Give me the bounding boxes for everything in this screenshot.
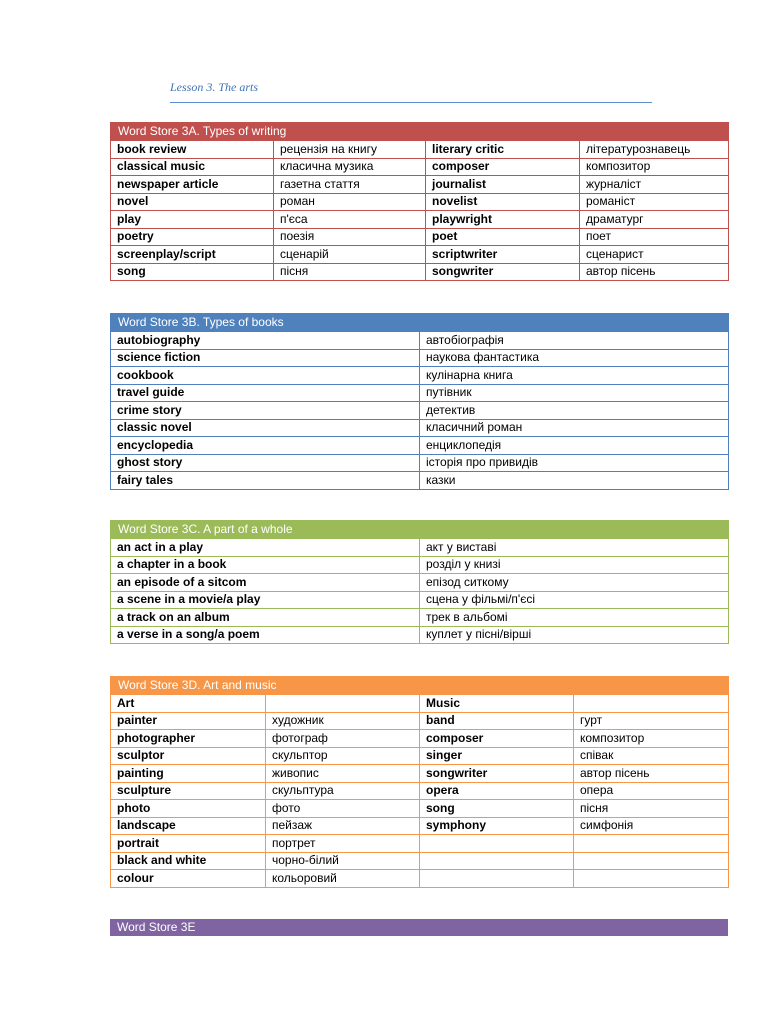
table-row bbox=[111, 263, 729, 281]
english-term-cell: photo bbox=[111, 800, 266, 818]
english-term-cell: poet bbox=[426, 228, 580, 246]
table-row bbox=[111, 419, 729, 437]
english-term-cell: a track on an album bbox=[111, 609, 420, 627]
table-row bbox=[111, 712, 729, 730]
table-row bbox=[111, 402, 729, 420]
english-term-cell: an episode of a sitcom bbox=[111, 574, 420, 592]
translation-cell: скульптура bbox=[266, 782, 420, 800]
table-row bbox=[111, 141, 729, 159]
table-title: Word Store 3B. Types of books bbox=[111, 314, 729, 332]
translation-cell: опера bbox=[574, 782, 729, 800]
english-term-cell bbox=[420, 852, 574, 870]
translation-cell: путівник bbox=[420, 384, 729, 402]
translation-cell: автобіографія bbox=[420, 332, 729, 350]
translation-cell: живопис bbox=[266, 765, 420, 783]
translation-cell: епізод ситкому bbox=[420, 574, 729, 592]
english-term-cell: a chapter in a book bbox=[111, 556, 420, 574]
translation-cell: поет bbox=[580, 228, 729, 246]
translation-cell: класична музика bbox=[274, 158, 426, 176]
table-row bbox=[111, 367, 729, 385]
translation-cell: сценарій bbox=[274, 246, 426, 264]
translation-cell: газетна стаття bbox=[274, 176, 426, 194]
english-term-cell: playwright bbox=[426, 211, 580, 229]
table-row bbox=[111, 695, 729, 713]
english-term-cell: newspaper article bbox=[111, 176, 274, 194]
translation-cell: співак bbox=[574, 747, 729, 765]
table-row bbox=[111, 539, 729, 557]
translation-cell: сцена у фільмі/п'єсі bbox=[420, 591, 729, 609]
translation-cell: романіст bbox=[580, 193, 729, 211]
translation-cell: детектив bbox=[420, 402, 729, 420]
translation-cell: художник bbox=[266, 712, 420, 730]
table-row bbox=[111, 384, 729, 402]
translation-cell: композитор bbox=[574, 730, 729, 748]
english-term-cell: encyclopedia bbox=[111, 437, 420, 455]
table-row bbox=[111, 574, 729, 592]
table-row bbox=[111, 556, 729, 574]
translation-cell: пісня bbox=[274, 263, 426, 281]
translation-cell: композитор bbox=[580, 158, 729, 176]
translation-cell: гурт bbox=[574, 712, 729, 730]
word-store-3a-table bbox=[110, 122, 729, 281]
english-term-cell: a verse in a song/a poem bbox=[111, 626, 420, 644]
word-store-3c-table bbox=[110, 520, 729, 644]
english-term-cell bbox=[420, 870, 574, 888]
translation-cell: наукова фантастика bbox=[420, 349, 729, 367]
translation-cell: акт у виставі bbox=[420, 539, 729, 557]
english-term-cell: screenplay/script bbox=[111, 246, 274, 264]
translation-cell: п'єса bbox=[274, 211, 426, 229]
english-term-cell: songwriter bbox=[426, 263, 580, 281]
table-row bbox=[111, 782, 729, 800]
table-row bbox=[111, 454, 729, 472]
word-store-3e-header: Word Store 3E bbox=[110, 919, 728, 936]
english-term-cell: classic novel bbox=[111, 419, 420, 437]
english-term-cell: singer bbox=[420, 747, 574, 765]
table-row bbox=[111, 211, 729, 229]
english-term-cell: landscape bbox=[111, 817, 266, 835]
english-term-cell: scriptwriter bbox=[426, 246, 580, 264]
table-row bbox=[111, 852, 729, 870]
english-term-cell: an act in a play bbox=[111, 539, 420, 557]
translation-cell: поезія bbox=[274, 228, 426, 246]
table-row bbox=[111, 158, 729, 176]
english-term-cell: novel bbox=[111, 193, 274, 211]
translation-cell bbox=[574, 870, 729, 888]
table-row bbox=[111, 349, 729, 367]
translation-cell: казки bbox=[420, 472, 729, 490]
english-term-cell: fairy tales bbox=[111, 472, 420, 490]
translation-cell: класичний роман bbox=[420, 419, 729, 437]
english-term-cell: journalist bbox=[426, 176, 580, 194]
translation-cell: роман bbox=[274, 193, 426, 211]
table-row bbox=[111, 730, 729, 748]
translation-cell: автор пісень bbox=[580, 263, 729, 281]
english-term-cell: travel guide bbox=[111, 384, 420, 402]
english-term-cell: sculptor bbox=[111, 747, 266, 765]
translation-cell: симфонія bbox=[574, 817, 729, 835]
english-term-cell: song bbox=[420, 800, 574, 818]
english-term-cell: play bbox=[111, 211, 274, 229]
table-row bbox=[111, 626, 729, 644]
english-term-cell: book review bbox=[111, 141, 274, 159]
english-term-cell: portrait bbox=[111, 835, 266, 853]
english-term-cell: literary critic bbox=[426, 141, 580, 159]
translation-cell: літературознавець bbox=[580, 141, 729, 159]
english-term-cell: Music bbox=[420, 695, 574, 713]
english-term-cell: symphony bbox=[420, 817, 574, 835]
translation-cell: пісня bbox=[574, 800, 729, 818]
table-row bbox=[111, 193, 729, 211]
table-title: Word Store 3D. Art and music bbox=[111, 677, 729, 695]
english-term-cell: painter bbox=[111, 712, 266, 730]
english-term-cell: science fiction bbox=[111, 349, 420, 367]
translation-cell: скульптор bbox=[266, 747, 420, 765]
translation-cell: історія про привидів bbox=[420, 454, 729, 472]
table-row bbox=[111, 228, 729, 246]
translation-cell: пейзаж bbox=[266, 817, 420, 835]
translation-cell: рецензія на книгу bbox=[274, 141, 426, 159]
translation-cell: журналіст bbox=[580, 176, 729, 194]
table-row bbox=[111, 747, 729, 765]
translation-cell: трек в альбомі bbox=[420, 609, 729, 627]
translation-cell: енциклопедія bbox=[420, 437, 729, 455]
title-underline bbox=[170, 102, 652, 103]
english-term-cell bbox=[420, 835, 574, 853]
english-term-cell: painting bbox=[111, 765, 266, 783]
translation-cell: куплет у пісні/вірші bbox=[420, 626, 729, 644]
english-term-cell: Art bbox=[111, 695, 266, 713]
table-row bbox=[111, 437, 729, 455]
english-term-cell: song bbox=[111, 263, 274, 281]
english-term-cell: colour bbox=[111, 870, 266, 888]
translation-cell bbox=[574, 695, 729, 713]
translation-cell: драматург bbox=[580, 211, 729, 229]
translation-cell: фото bbox=[266, 800, 420, 818]
translation-cell bbox=[574, 852, 729, 870]
english-term-cell: classical music bbox=[111, 158, 274, 176]
translation-cell bbox=[574, 835, 729, 853]
translation-cell: кольоровий bbox=[266, 870, 420, 888]
table-row bbox=[111, 609, 729, 627]
table-row bbox=[111, 472, 729, 490]
english-term-cell: autobiography bbox=[111, 332, 420, 350]
english-term-cell: band bbox=[420, 712, 574, 730]
table-title: Word Store 3C. A part of a whole bbox=[111, 521, 729, 539]
table-title: Word Store 3A. Types of writing bbox=[111, 123, 729, 141]
english-term-cell: novelist bbox=[426, 193, 580, 211]
english-term-cell: poetry bbox=[111, 228, 274, 246]
table-row bbox=[111, 800, 729, 818]
table-row bbox=[111, 246, 729, 264]
translation-cell: розділ у книзі bbox=[420, 556, 729, 574]
table-row bbox=[111, 835, 729, 853]
english-term-cell: photographer bbox=[111, 730, 266, 748]
english-term-cell: composer bbox=[420, 730, 574, 748]
english-term-cell: composer bbox=[426, 158, 580, 176]
english-term-cell: crime story bbox=[111, 402, 420, 420]
english-term-cell: sculpture bbox=[111, 782, 266, 800]
translation-cell: фотограф bbox=[266, 730, 420, 748]
translation-cell: чорно-білий bbox=[266, 852, 420, 870]
english-term-cell: opera bbox=[420, 782, 574, 800]
word-store-3b-table bbox=[110, 313, 729, 490]
translation-cell bbox=[266, 695, 420, 713]
english-term-cell: ghost story bbox=[111, 454, 420, 472]
table-row bbox=[111, 176, 729, 194]
english-term-cell: cookbook bbox=[111, 367, 420, 385]
table-row bbox=[111, 765, 729, 783]
lesson-title: Lesson 3. The arts bbox=[170, 80, 259, 94]
english-term-cell: a scene in a movie/a play bbox=[111, 591, 420, 609]
translation-cell: сценарист bbox=[580, 246, 729, 264]
table-row bbox=[111, 591, 729, 609]
translation-cell: кулінарна книга bbox=[420, 367, 729, 385]
table-row bbox=[111, 332, 729, 350]
word-store-3d-table bbox=[110, 676, 729, 888]
english-term-cell: black and white bbox=[111, 852, 266, 870]
table-row bbox=[111, 870, 729, 888]
translation-cell: автор пісень bbox=[574, 765, 729, 783]
english-term-cell: songwriter bbox=[420, 765, 574, 783]
translation-cell: портрет bbox=[266, 835, 420, 853]
table-row bbox=[111, 817, 729, 835]
